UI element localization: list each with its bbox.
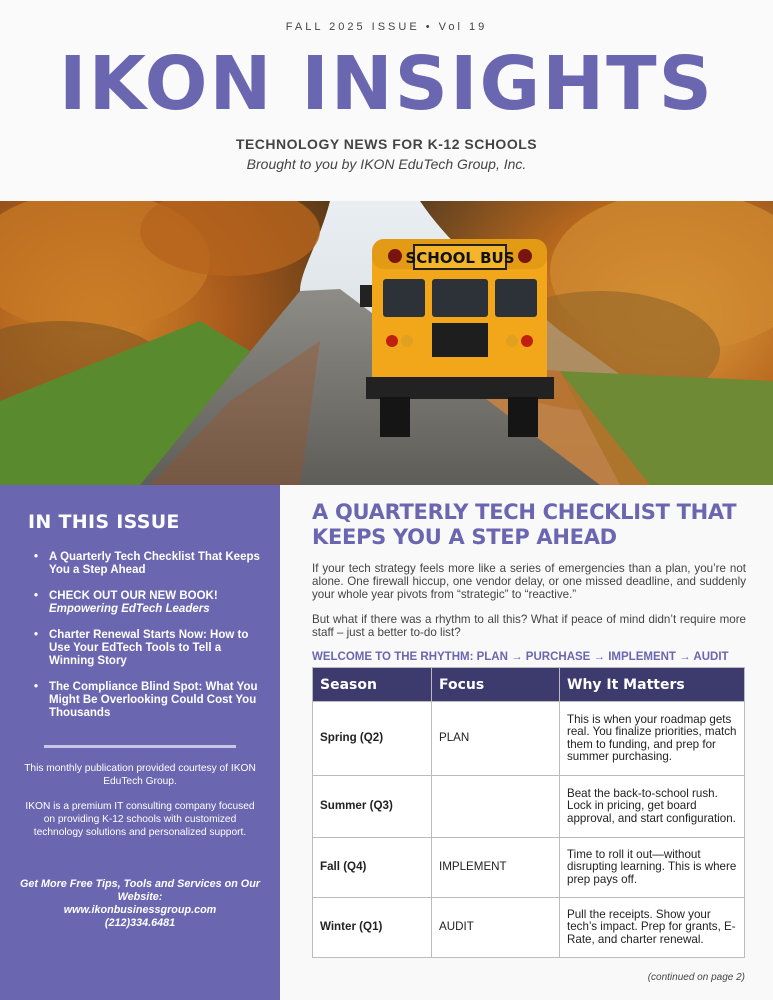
in-this-issue-sidebar bbox=[0, 485, 280, 1000]
issue-item-subtitle: Empowering EdTech Leaders bbox=[49, 603, 210, 615]
website-link[interactable]: www.ikonbusinessgroup.com bbox=[63, 904, 217, 916]
why-cell: This is when your roadmap gets real. You finalize priorities, match them to funding, and prep for summer purchasing. bbox=[560, 702, 745, 776]
focus-cell bbox=[432, 776, 560, 838]
issue-item[interactable]: • Charter Renewal Starts Now: How to Use Your EdTech Tools to Tell a Winning Story bbox=[34, 629, 249, 667]
issue-item-label: Charter Renewal Starts Now: How to Use Your EdTech Tools to Tell a Winning Story bbox=[49, 629, 249, 667]
sidebar-divider bbox=[44, 745, 236, 748]
newsletter-byline: Brought to you by IKON EduTech Group, Inc. bbox=[246, 156, 527, 172]
issue-contents-list bbox=[32, 551, 262, 733]
table-row bbox=[313, 702, 745, 776]
table-row bbox=[313, 898, 745, 958]
masthead-header bbox=[0, 0, 773, 200]
table-row bbox=[313, 776, 745, 838]
newsletter-title: IKON INSIGHTS bbox=[59, 41, 714, 127]
focus-cell: PLAN bbox=[432, 702, 560, 776]
season-cell: Spring (Q2) bbox=[313, 702, 432, 776]
cta-text: Get More Free Tips, Tools and Services on Our Website: bbox=[20, 878, 260, 903]
column-header-focus: Focus bbox=[432, 668, 560, 702]
column-header-season: Season bbox=[313, 668, 432, 702]
company-about: IKON is a premium IT consulting company focused on providing K-12 schools with customized technology solutions and personalized support. bbox=[25, 801, 255, 838]
phone-number[interactable]: (212)334.6481 bbox=[104, 917, 176, 929]
issue-line: FALL 2025 ISSUE • Vol 19 bbox=[285, 21, 488, 33]
quarterly-checklist-table bbox=[312, 667, 745, 958]
article-paragraph: But what if there was a rhythm to all this? What if peace of mind didn’t require more staff – just a better to-do list? bbox=[312, 613, 746, 639]
issue-item[interactable]: • The Compliance Blind Spot: What You Might Be Overlooking Could Cost You Thousands bbox=[34, 681, 258, 719]
bus-sign-label: SCHOOL BUS bbox=[405, 249, 515, 267]
issue-item-label: A Quarterly Tech Checklist That Keeps You a Step Ahead bbox=[49, 551, 260, 576]
column-header-why: Why It Matters bbox=[560, 668, 745, 702]
table-row bbox=[313, 838, 745, 898]
season-cell: Winter (Q1) bbox=[313, 898, 432, 958]
newsletter-tagline: TECHNOLOGY NEWS FOR K-12 SCHOOLS bbox=[235, 136, 538, 152]
article-paragraph: If your tech strategy feels more like a series of emergencies than a plan, you’re not alone. One firewall hiccup, one vendor delay, or one missed deadline, and suddenly your whole year pivots from “strategic” to “reactive.” bbox=[312, 562, 746, 601]
focus-cell: IMPLEMENT bbox=[432, 838, 560, 898]
article bbox=[312, 500, 746, 958]
focus-cell: AUDIT bbox=[432, 898, 560, 958]
courtesy-note: This monthly publication provided courtesy of IKON EduTech Group. bbox=[24, 763, 256, 787]
issue-item-label: The Compliance Blind Spot: What You Might Be Overlooking Could Cost You Thousands bbox=[49, 681, 258, 719]
sidebar-title: IN THIS ISSUE bbox=[28, 511, 180, 533]
why-cell: Time to roll it out—without disrupting learning. This is where prep pays off. bbox=[560, 838, 745, 898]
article-headline: A QUARTERLY TECH CHECKLIST THAT KEEPS YOU A STEP AHEAD bbox=[312, 500, 737, 549]
issue-item[interactable]: • CHECK OUT OUR NEW BOOK! Empowering EdTech Leaders bbox=[32, 590, 262, 616]
issue-item-label: CHECK OUT OUR NEW BOOK! bbox=[49, 590, 218, 602]
issue-item[interactable]: • A Quarterly Tech Checklist That Keeps You a Step Ahead bbox=[34, 551, 260, 576]
table-header-row bbox=[313, 668, 745, 702]
contact-block bbox=[20, 878, 260, 930]
continued-note: (continued on page 2) bbox=[647, 972, 745, 983]
why-cell: Pull the receipts. Show your tech’s impact. Prep for grants, E-Rate, and charter renewal. bbox=[560, 898, 745, 958]
season-cell: Summer (Q3) bbox=[313, 776, 432, 838]
school-bus-photo bbox=[0, 201, 773, 485]
rhythm-heading: WELCOME TO THE RHYTHM: PLAN → PURCHASE → IMPLEMENT → AUDIT bbox=[312, 651, 729, 663]
why-cell: Beat the back-to-school rush. Lock in pricing, get board approval, and start configuration. bbox=[560, 776, 745, 838]
season-cell: Fall (Q4) bbox=[313, 838, 432, 898]
